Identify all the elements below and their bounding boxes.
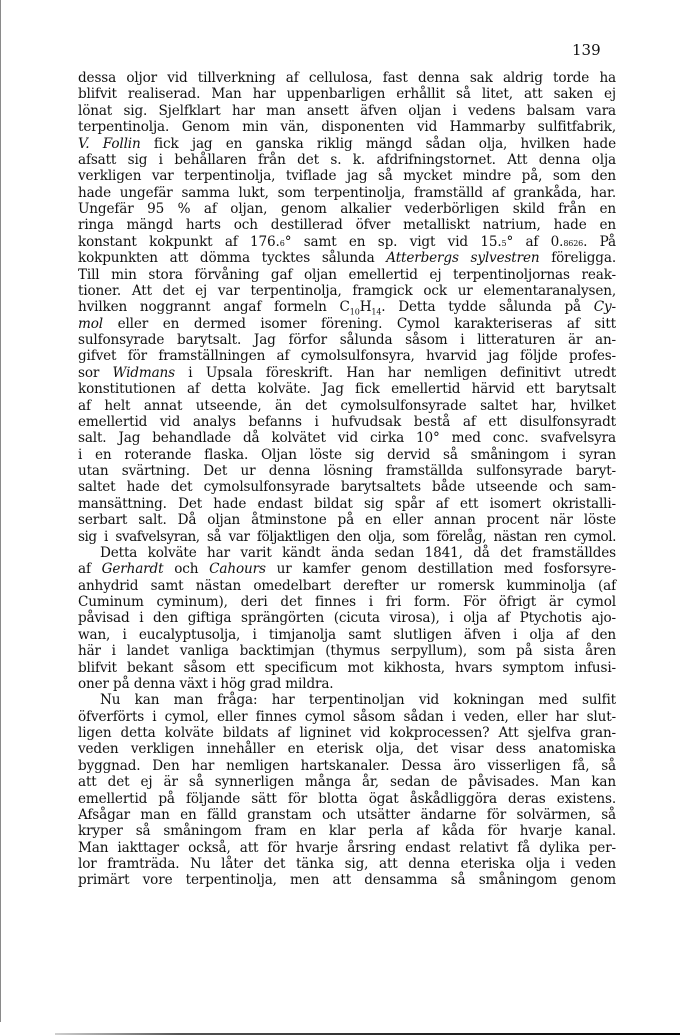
text-line: i en roterande flaska. Oljan löste sig dervid så småningom i syran	[78, 446, 616, 463]
person-name: V. Follin	[78, 135, 141, 152]
text-line: Man iakttager också, att för hvarje årsring endast relativt få dylika per-	[78, 839, 616, 856]
text-line: emellertid vid analys befanns i hufvudsak bestå af ett disulfonsyradt	[78, 413, 616, 430]
text-line: salt. Jag behandlade då kolvätet vid cirka 10° med conc. svafvelsyra	[78, 430, 616, 447]
text-line: serbart salt. Då oljan åtminstone på en eller annan procent när löste	[78, 512, 616, 529]
text-line: byggnad. Den har nemligen hartskanaler. Dessa äro visserligen få, så	[78, 757, 616, 774]
text-line: af helt annat utseende, än det cymolsulfonsyrade saltet har, hvilket	[78, 397, 616, 414]
italic-term: Atterbergs sylvestren	[386, 250, 540, 267]
text-line: kokpunkten att dömma tycktes sålunda Atterbergs sylvestren föreligga.	[78, 250, 616, 267]
text-line: gifvet för framställningen af cymolsulfonsyra, hvarvid jag följde profes-	[78, 348, 616, 365]
paragraph-start-line: Detta kolväte har varit kändt ända sedan 1841, då det framställdes	[100, 544, 616, 561]
text-line: blifvit bekant såsom ett specificum mot kikhosta, hvars symptom infusi-	[78, 659, 616, 676]
person-name: Widmans	[112, 364, 175, 381]
text-line: ligen detta kolväte bildats af ligninet vid kokprocessen? Att sjelfva gran-	[78, 725, 616, 741]
text-line: Till min stora förvåning gaf oljan emellertid ej terpentinoljornas reak-	[78, 266, 616, 283]
text-line: lor framträda. Nu låter det tänka sig, att denna eteriska olja i veden	[78, 856, 616, 872]
text-line: saltet hade det cymolsulfonsyrade barytsaltets både utseende och sam-	[78, 479, 616, 496]
text-line: wan, i eucalyptusolja, i timjanolja samt slutligen äfven i olja af den	[78, 626, 616, 643]
text-line: Ungefär 95 % af oljan, genom alkalier vederbörligen skild från en	[78, 201, 616, 217]
paragraph-end-line: oner på denna växt i hög grad mildra.	[78, 675, 334, 692]
formula-subscript: 14	[371, 307, 382, 317]
text-line: sulfonsyrade barytsalt. Jag förfor sålunda såsom i litteraturen är an-	[78, 332, 616, 348]
text-line: blifvit realiserad. Man har uppenbarligen erhållit så litet, att saken ej	[78, 86, 616, 103]
text-line: konstant kokpunkt af 176.6° samt en sp. vigt vid 15.5° af 0.8626. På	[78, 233, 617, 250]
text-line: emellertid på följande sätt för blotta ögat åskådliggöra deras existens.	[78, 790, 616, 807]
text-line: påvisad i den giftiga sprängörten (cicuta virosa), i olja af Ptychotis ajo-	[78, 610, 616, 627]
body-text	[78, 70, 616, 889]
page-number: 139	[572, 41, 601, 59]
text-line: dessa oljor vid tillverkning af cellulosa, fast denna sak aldrig torde ha	[78, 70, 616, 86]
text-line: verkligen var terpentinolja, tviflade jag så mycket mindre på, som den	[78, 168, 616, 185]
text-line: sig i svafvelsyran, så var följaktligen den olja, som förelåg, nästan ren cymol.	[78, 528, 616, 545]
text-line: lönat sig. Sjelfklart har man ansett äfven oljan i vedens balsam vara	[78, 102, 616, 119]
text-line: tioner. Att det ej var terpentinolja, framgick ock ur elementaranalysen,	[78, 282, 616, 299]
text-line: hvilken noggrannt angaf formeln $C_{10}H_{14}$. Detta tydde sålunda på Cy-	[78, 299, 616, 317]
text-line: V. Follin fick jag en ganska riklig mängd sådan olja, hvilken hade	[78, 135, 617, 152]
formula-subscript: 10	[349, 307, 360, 317]
text-line: sor Widmans i Upsala föreskrift. Han har nemligen definitivt utredt	[78, 364, 617, 381]
text-line: ringa mängd harts och destillerad öfver metalliskt natrium, hade en	[78, 217, 616, 234]
text-line: kryper så småningom fram en klar perla af kåda för hvarje kanal.	[78, 823, 616, 840]
scan-left-edge	[0, 0, 1, 1022]
person-name: Gerhardt	[101, 561, 164, 578]
paragraph-start-line: Nu kan man fråga: har terpentinoljan vid kokningan med sulfit	[100, 692, 616, 709]
text-line: af Gerhardt och Cahours ur kamfer genom destillation med fosforsyre-	[78, 561, 616, 578]
text-line: konstitutionen af detta kolväte. Jag fick emellertid härvid ett barytsalt	[78, 381, 616, 398]
text-line: Cuminum cyminum), deri det finnes i fri form. För öfrigt är cymol	[78, 594, 616, 610]
text-line: Afsågar man en fälld granstam och utsätter ändarne för solvärmen, så	[78, 806, 616, 823]
text-line: hade ungefär samma lukt, som terpentinolja, framställd af grankåda, har.	[78, 184, 616, 201]
text-line: utan svärtning. Det ur denna lösning framställda sulfonsyrade baryt-	[78, 463, 616, 479]
text-line: afsatt sig i behållaren från det s. k. afdrifningstornet. Att denna olja	[78, 151, 616, 168]
text-line: här i landet vanliga backtimjan (thymus serpyllum), som på sista åren	[78, 643, 616, 660]
text-line: primärt vore terpentinolja, men att densamma så småningom genom	[78, 872, 616, 889]
text-line: anhydrid samt nästan omedelbart derefter ur romersk kumminolja (af	[78, 577, 616, 594]
text-line: att det ej är så synnerligen många år, sedan de påvisades. Man kan	[78, 774, 616, 791]
text-line: mansättning. Det hade endast bildat sig spår af ett isomert okristalli-	[78, 495, 616, 512]
text-line: veden verkligen innehåller en eterisk olja, det visar dess anatomiska	[78, 741, 616, 758]
text-line: terpentinolja. Genom min vän, disponenten vid Hammarby sulfitfabrik,	[78, 119, 616, 136]
text-line: mol eller en dermed isomer förening. Cymol karakteriseras af sitt	[78, 315, 616, 332]
person-name: Cahours	[209, 561, 266, 578]
text-line: öfverförts i cymol, eller finnes cymol såsom sådan i veden, eller har slut-	[78, 708, 616, 725]
